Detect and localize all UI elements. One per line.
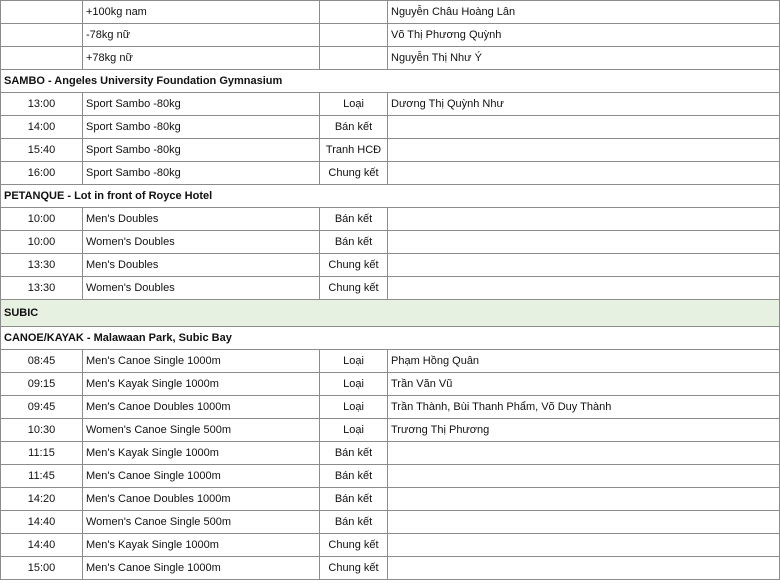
stage-cell: [320, 1, 388, 24]
athletes-cell: [388, 254, 780, 277]
stage-cell: Chung kết: [320, 162, 388, 185]
stage-cell: Tranh HCĐ: [320, 139, 388, 162]
time-cell: 09:45: [1, 396, 83, 419]
table-row: [1, 442, 780, 465]
time-cell: 16:00: [1, 162, 83, 185]
event-cell: Men's Canoe Doubles 1000m: [83, 396, 320, 419]
event-cell: Men's Canoe Single 1000m: [83, 350, 320, 373]
stage-cell: Loại: [320, 350, 388, 373]
stage-cell: Bán kết: [320, 208, 388, 231]
event-cell: Sport Sambo -80kg: [83, 162, 320, 185]
athletes-cell: [388, 442, 780, 465]
event-cell: Men's Kayak Single 1000m: [83, 534, 320, 557]
table-row: [1, 465, 780, 488]
time-cell: 11:15: [1, 442, 83, 465]
time-cell: 13:30: [1, 277, 83, 300]
event-cell: Women's Doubles: [83, 277, 320, 300]
table-row: [1, 557, 780, 580]
athletes-cell: [388, 488, 780, 511]
stage-cell: Chung kết: [320, 277, 388, 300]
stage-cell: Bán kết: [320, 442, 388, 465]
event-cell: Men's Canoe Single 1000m: [83, 557, 320, 580]
section-header-canoe: [1, 327, 780, 350]
stage-cell: [320, 24, 388, 47]
event-cell: Women's Canoe Single 500m: [83, 419, 320, 442]
event-cell: Women's Canoe Single 500m: [83, 511, 320, 534]
table-row: [1, 24, 780, 47]
table-row: [1, 511, 780, 534]
stage-cell: [320, 47, 388, 70]
event-cell: Sport Sambo -80kg: [83, 93, 320, 116]
event-cell: Sport Sambo -80kg: [83, 139, 320, 162]
event-cell: Men's Kayak Single 1000m: [83, 442, 320, 465]
athletes-cell: Nguyễn Châu Hoàng Lân: [388, 1, 780, 24]
athletes-cell: [388, 557, 780, 580]
table-row: [1, 254, 780, 277]
time-cell: 14:00: [1, 116, 83, 139]
event-cell: Men's Kayak Single 1000m: [83, 373, 320, 396]
time-cell: 13:30: [1, 254, 83, 277]
event-cell: Women's Doubles: [83, 231, 320, 254]
table-row: [1, 396, 780, 419]
event-cell: Men's Canoe Doubles 1000m: [83, 488, 320, 511]
event-cell: +100kg nam: [83, 1, 320, 24]
table-row: [1, 373, 780, 396]
stage-cell: Bán kết: [320, 116, 388, 139]
table-row: [1, 1, 780, 24]
section-header-petanque: [1, 185, 780, 208]
time-cell: 11:45: [1, 465, 83, 488]
athletes-cell: [388, 162, 780, 185]
athletes-cell: [388, 116, 780, 139]
event-cell: +78kg nữ: [83, 47, 320, 70]
athletes-cell: [388, 231, 780, 254]
event-cell: Men's Doubles: [83, 254, 320, 277]
table-row: [1, 534, 780, 557]
athletes-cell: [388, 139, 780, 162]
region-header-subic: [1, 300, 780, 327]
time-cell: 09:15: [1, 373, 83, 396]
table-row: [1, 350, 780, 373]
table-row: [1, 419, 780, 442]
stage-cell: Bán kết: [320, 231, 388, 254]
table-row: [1, 277, 780, 300]
event-cell: Sport Sambo -80kg: [83, 116, 320, 139]
table-row: [1, 47, 780, 70]
athletes-cell: Võ Thị Phương Quỳnh: [388, 24, 780, 47]
athletes-cell: [388, 511, 780, 534]
stage-cell: Chung kết: [320, 254, 388, 277]
section-title: PETANQUE - Lot in front of Royce Hotel: [1, 185, 780, 208]
time-cell: 08:45: [1, 350, 83, 373]
time-cell: 13:00: [1, 93, 83, 116]
section-header-sambo: [1, 70, 780, 93]
stage-cell: Loại: [320, 396, 388, 419]
athletes-cell: Trương Thị Phương: [388, 419, 780, 442]
stage-cell: Bán kết: [320, 465, 388, 488]
table-row: [1, 208, 780, 231]
athletes-cell: Trần Thành, Bùi Thanh Phẩm, Võ Duy Thành: [388, 396, 780, 419]
event-cell: Men's Doubles: [83, 208, 320, 231]
athletes-cell: [388, 277, 780, 300]
time-cell: 14:20: [1, 488, 83, 511]
time-cell: 10:30: [1, 419, 83, 442]
table-row: [1, 116, 780, 139]
stage-cell: Loại: [320, 93, 388, 116]
athletes-cell: [388, 534, 780, 557]
schedule-body: [1, 1, 780, 580]
stage-cell: Loại: [320, 373, 388, 396]
athletes-cell: Nguyễn Thị Như Ý: [388, 47, 780, 70]
time-cell: [1, 47, 83, 70]
time-cell: 14:40: [1, 511, 83, 534]
time-cell: 15:00: [1, 557, 83, 580]
athletes-cell: [388, 208, 780, 231]
stage-cell: Chung kết: [320, 534, 388, 557]
section-title: SAMBO - Angeles University Foundation Gymnasium: [1, 70, 780, 93]
stage-cell: Loại: [320, 419, 388, 442]
table-row: [1, 162, 780, 185]
athletes-cell: Trần Văn Vũ: [388, 373, 780, 396]
event-cell: Men's Canoe Single 1000m: [83, 465, 320, 488]
time-cell: [1, 1, 83, 24]
table-row: [1, 93, 780, 116]
stage-cell: Chung kết: [320, 557, 388, 580]
athletes-cell: [388, 465, 780, 488]
time-cell: 10:00: [1, 231, 83, 254]
section-title: CANOE/KAYAK - Malawaan Park, Subic Bay: [1, 327, 780, 350]
time-cell: [1, 24, 83, 47]
time-cell: 10:00: [1, 208, 83, 231]
table-row: [1, 488, 780, 511]
event-cell: -78kg nữ: [83, 24, 320, 47]
stage-cell: Bán kết: [320, 511, 388, 534]
time-cell: 14:40: [1, 534, 83, 557]
table-row: [1, 139, 780, 162]
region-title: SUBIC: [1, 300, 780, 327]
athletes-cell: Phạm Hồng Quân: [388, 350, 780, 373]
table-row: [1, 231, 780, 254]
stage-cell: Bán kết: [320, 488, 388, 511]
time-cell: 15:40: [1, 139, 83, 162]
athletes-cell: Dương Thị Quỳnh Như: [388, 93, 780, 116]
